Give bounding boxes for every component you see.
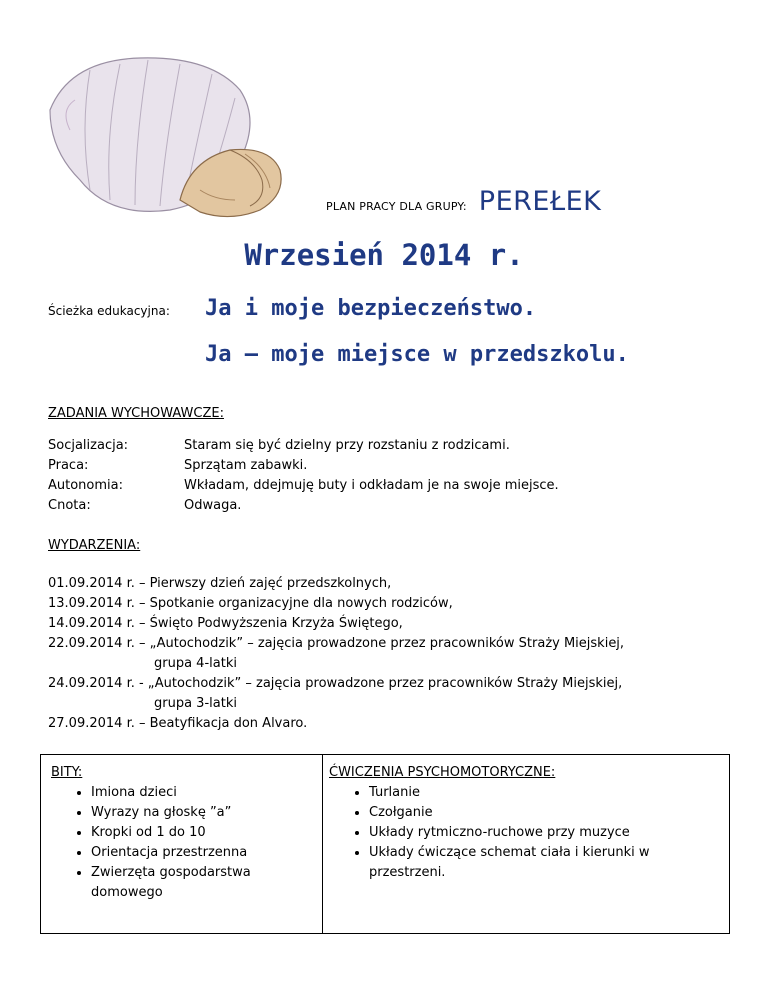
task-value: Staram się być dzielny przy rozstaniu z rodzicami. xyxy=(184,438,510,453)
event-line: 01.09.2014 r. – Pierwszy dzień zajęć przedszkolnych, xyxy=(48,576,392,591)
task-value: Sprzątam zabawki. xyxy=(184,458,308,473)
task-row xyxy=(48,496,559,516)
group-name: PEREŁEK xyxy=(478,186,602,217)
event-line: grupa 4-latki xyxy=(154,656,237,671)
event-line: 13.09.2014 r. – Spotkanie organizacyjne dla nowych rodziców, xyxy=(48,596,453,611)
event-line: 22.09.2014 r. – „Autochodzik” – zajęcia prowadzone przez pracowników Straży Miejskiej, xyxy=(48,636,625,651)
events-heading: WYDARZENIA: xyxy=(48,538,141,553)
exercises-heading: ĆWICZENIA PSYCHOMOTORYCZNE: xyxy=(329,765,556,780)
task-key: Socjalizacja: xyxy=(48,438,129,453)
bits-heading: BITY: xyxy=(51,765,83,780)
plan-label: PLAN PRACY DLA GRUPY: xyxy=(326,200,467,213)
seashell-illustration-icon xyxy=(30,50,290,220)
exercises-column xyxy=(323,755,729,933)
task-key: Praca: xyxy=(48,458,89,473)
education-path-line-1: Ja i moje bezpieczeństwo. xyxy=(205,296,537,321)
list-item: • Turlanie xyxy=(369,783,729,803)
bits-column xyxy=(41,755,323,933)
task-row xyxy=(48,476,559,496)
list-item: • Czołganie xyxy=(369,803,729,823)
event-line: 27.09.2014 r. – Beatyfikacja don Alvaro. xyxy=(48,716,308,731)
task-row xyxy=(48,436,559,456)
bits-list xyxy=(51,783,322,903)
task-value: Odwaga. xyxy=(184,498,242,513)
task-key: Cnota: xyxy=(48,498,91,513)
list-item: • Wyrazy na głoskę ”a” xyxy=(91,803,322,823)
task-key: Autonomia: xyxy=(48,478,123,493)
exercises-list xyxy=(329,783,729,883)
task-row xyxy=(48,456,559,476)
event-line: 14.09.2014 r. – Święto Podwyższenia Krzyża Świętego, xyxy=(48,616,403,631)
list-item: • Kropki od 1 do 10 xyxy=(91,823,322,843)
list-item: • Układy rytmiczno-ruchowe przy muzyce xyxy=(369,823,729,843)
events-list xyxy=(48,574,624,734)
tasks-heading: ZADANIA WYCHOWAWCZE: xyxy=(48,406,224,421)
activities-table xyxy=(40,754,730,934)
page-title: Wrzesień 2014 r. xyxy=(244,238,524,272)
list-item: • Układy ćwiczące schemat ciała i kierunki w przestrzeni. xyxy=(369,843,729,883)
education-path-label: Ścieżka edukacyjna: xyxy=(48,304,170,318)
list-item: • Orientacja przestrzenna xyxy=(91,843,322,863)
tasks-list xyxy=(48,436,559,516)
plan-header xyxy=(326,186,601,217)
list-item: • Imiona dzieci xyxy=(91,783,322,803)
event-line: grupa 3-latki xyxy=(154,696,237,711)
list-item: • Zwierzęta gospodarstwa domowego xyxy=(91,863,322,903)
event-line: 24.09.2014 r. - „Autochodzik” – zajęcia prowadzone przez pracowników Straży Miejskiej, xyxy=(48,676,623,691)
task-value: Wkładam, ddejmuję buty i odkładam je na swoje miejsce. xyxy=(184,478,559,493)
education-path-line-2: Ja – moje miejsce w przedszkolu. xyxy=(205,342,629,367)
